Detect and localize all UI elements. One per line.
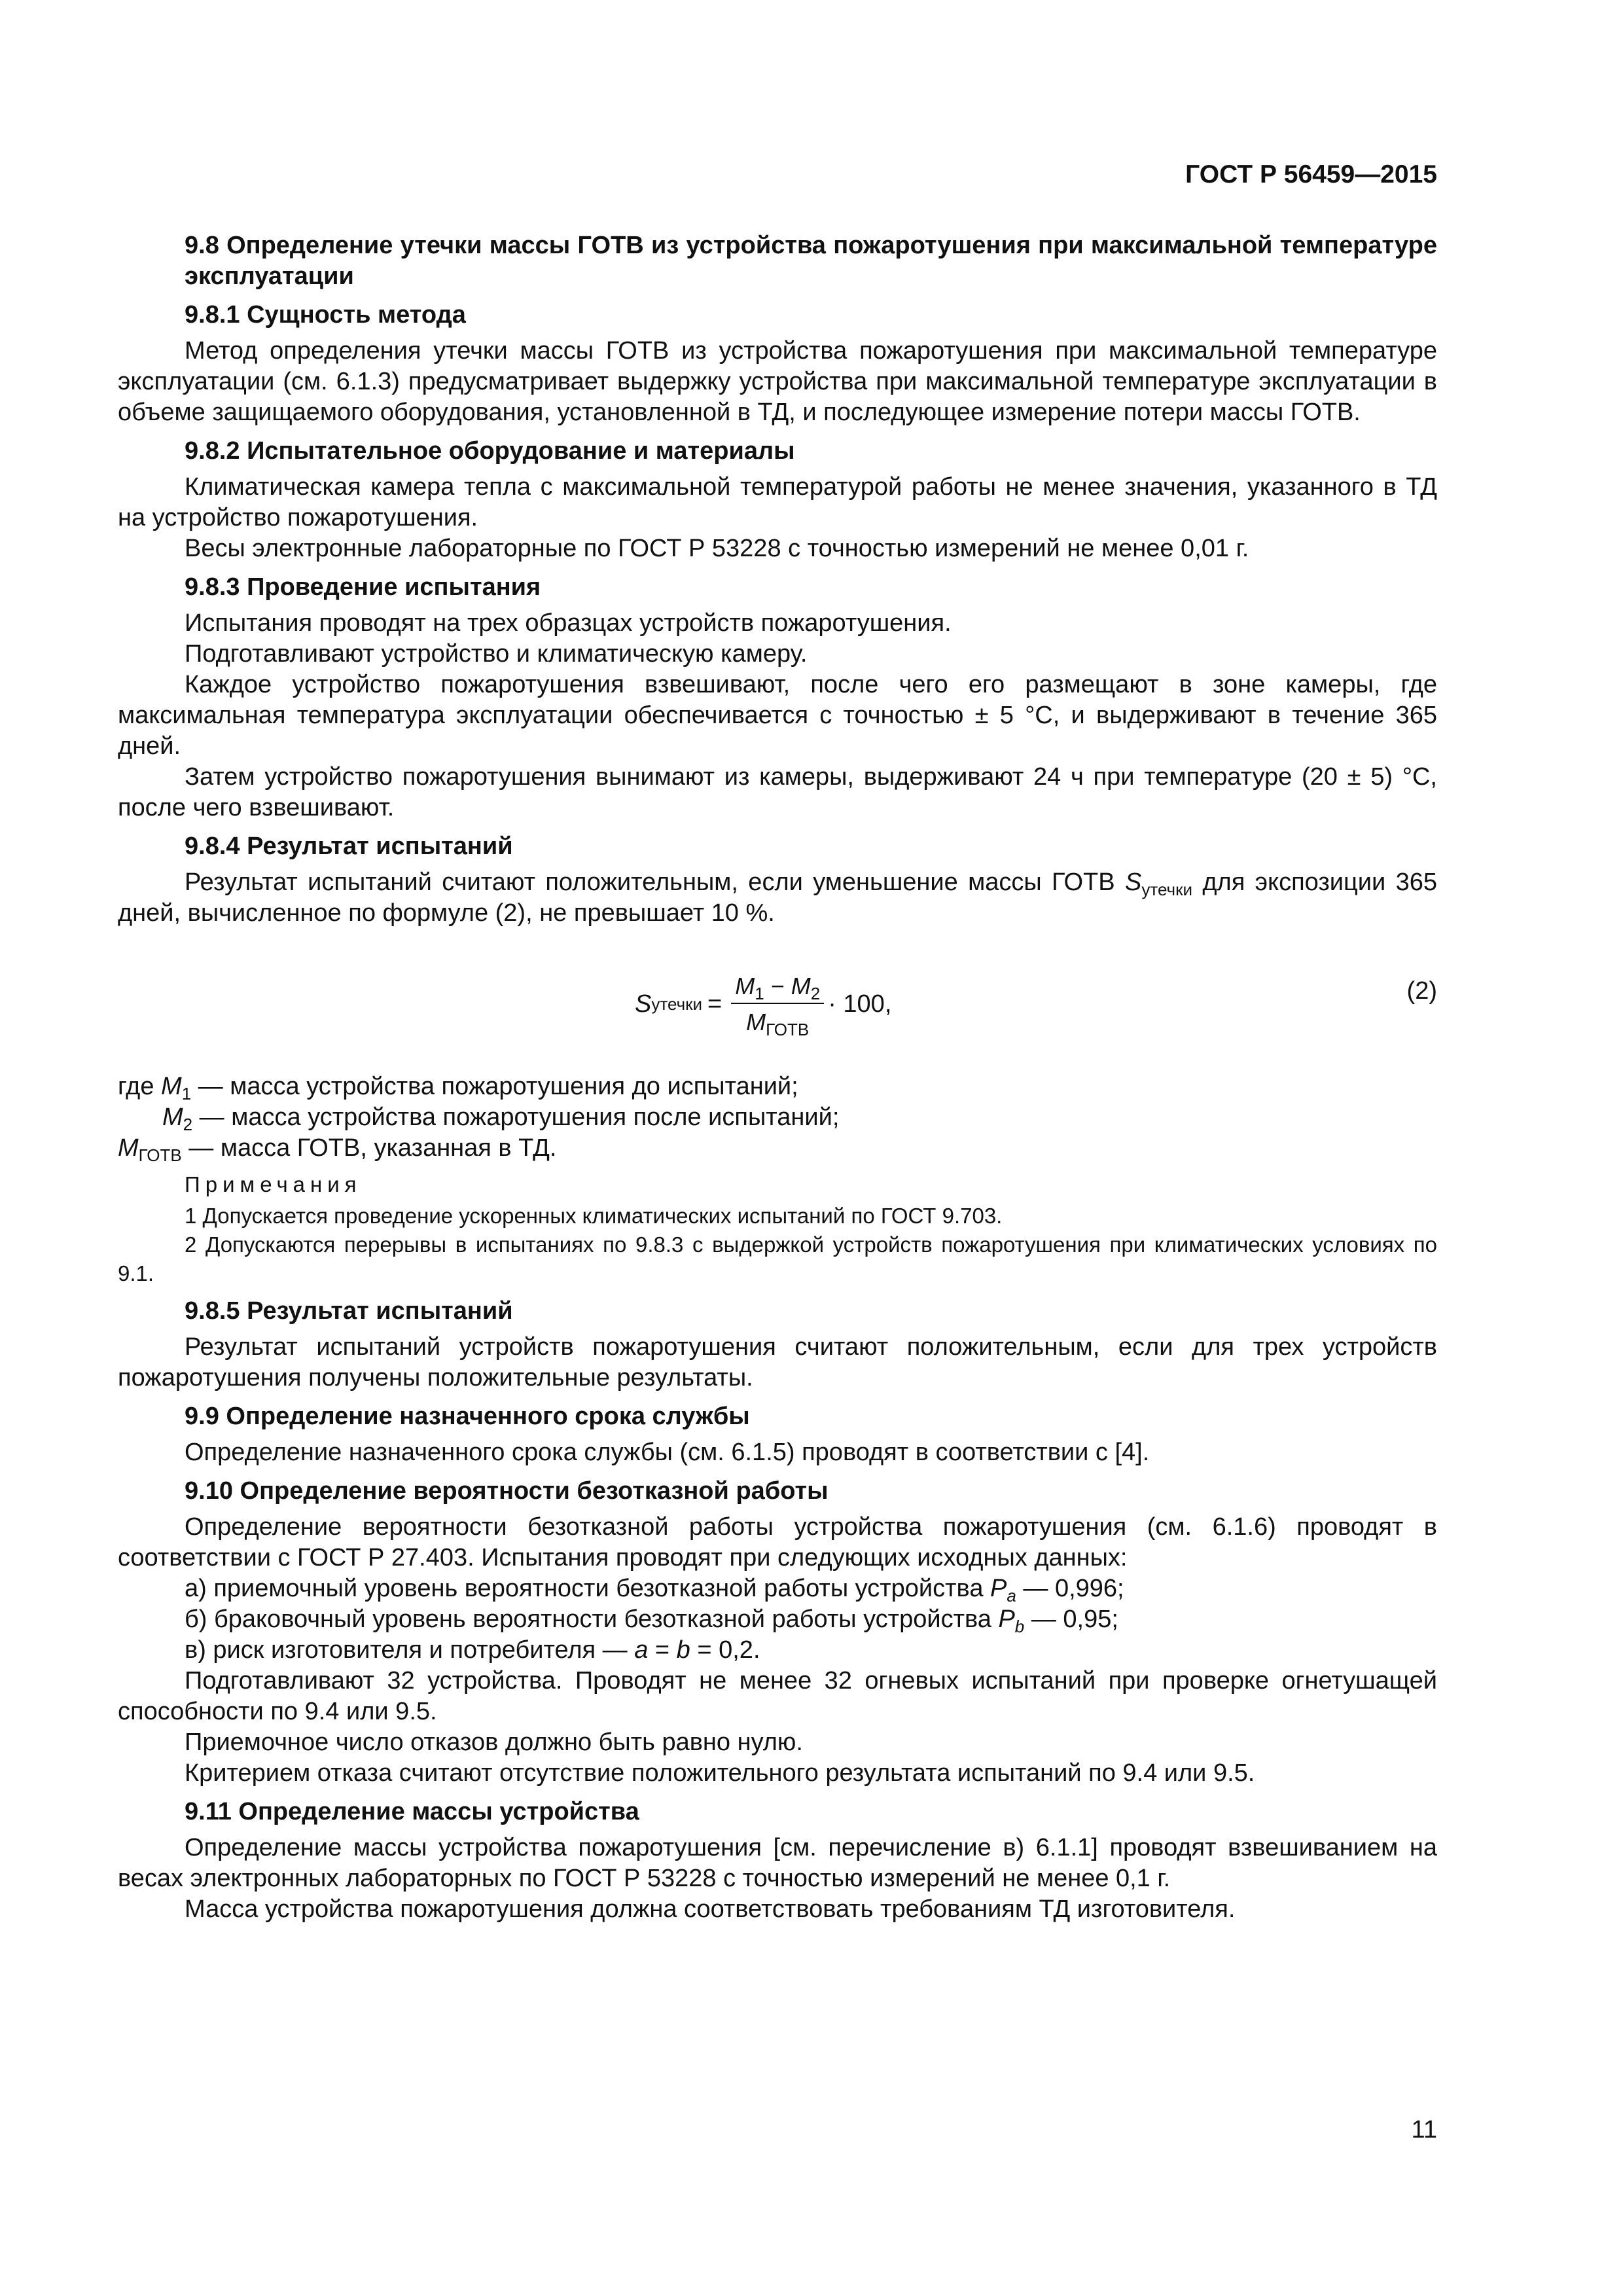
document-body bbox=[118, 230, 1437, 1925]
section-9-8-title: 9.8 Определение утечки массы ГОТВ из устройства пожаротушения при максимальной температуре эксплуатации bbox=[185, 232, 1437, 290]
section-9-10-title: 9.10 Определение вероятности безотказной работы bbox=[185, 1477, 829, 1505]
formula-expression: S утечки = $\frac{M_1 - M_2}{M_{ГОТВ}}$ · 100, bbox=[635, 955, 891, 1053]
section-9-8-3-title: 9.8.3 Проведение испытания bbox=[185, 573, 541, 601]
note-2: 2 Допускаются перерывы в испытаниях по 9.8.3 с выдержкой устройств пожаротушения при климатических условиях по 9.1. bbox=[118, 1232, 1437, 1285]
section-9-11-paragraph-2: Масса устройства пожаротушения должна соответствовать требованиям ТД изготовителя. bbox=[185, 1895, 1236, 1923]
section-9-11-title: 9.11 Определение массы устройства bbox=[185, 1798, 639, 1825]
section-9-10-paragraph-2: Подготавливают 32 устройства. Проводят не менее 32 огневых испытаний при проверке огнетушащей способности по 9.4 или 9.5. bbox=[118, 1667, 1437, 1725]
formula-number: (2) bbox=[1406, 977, 1437, 1005]
section-9-8-2-title: 9.8.2 Испытательное оборудование и материалы bbox=[185, 437, 795, 465]
document-header: ГОСТ Р 56459—2015 bbox=[1185, 160, 1437, 188]
section-9-8-3-paragraph-4: Затем устройство пожаротушения вынимают из камеры, выдерживают 24 ч при температуре (20 ± 5) °С, после чего взвешивают. bbox=[118, 763, 1437, 821]
where-m1: где $M_1$ — масса устройства пожаротушения до испытаний; bbox=[118, 1073, 798, 1103]
section-9-10-paragraph-3: Приемочное число отказов должно быть равно нулю. bbox=[185, 1729, 803, 1756]
section-9-8-5-title: 9.8.5 Результат испытаний bbox=[185, 1297, 513, 1325]
where-m2: $M_2$ — масса устройства пожаротушения после испытаний; bbox=[162, 1103, 840, 1134]
formula-2 bbox=[118, 955, 1437, 1053]
list-item-a: а) приемочный уровень вероятности безотказной работы устройства $P_a$ — 0,996; bbox=[185, 1575, 1124, 1605]
note-1: 1 Допускается проведение ускоренных климатических испытаний по ГОСТ 9.703. bbox=[185, 1204, 1003, 1228]
section-9-8-3-paragraph-3: Каждое устройство пожаротушения взвешивают, после чего его размещают в зоне камеры, где максимальная температура эксплуатации обеспечивается с точностью ± 5 °С, и выдерживают в течение 365 дней. bbox=[118, 671, 1437, 760]
section-9-8-4-title: 9.8.4 Результат испытаний bbox=[185, 833, 513, 860]
section-9-11-paragraph-1: Определение массы устройства пожаротушения [см. перечисление в) 6.1.1] проводят взвешиванием на весах электронных лабораторных по ГОСТ Р 53228 с точностью измерений не менее 0,1 г. bbox=[118, 1834, 1437, 1892]
section-9-8-5-paragraph: Результат испытаний устройств пожаротушения считают положительным, если для трех устройств пожаротушения получены положительные результаты. bbox=[118, 1333, 1437, 1391]
section-9-8-2-paragraph-2: Весы электронные лабораторные по ГОСТ Р 53228 с точностью измерений не менее 0,01 г. bbox=[185, 535, 1249, 562]
section-9-8-3-paragraph-1: Испытания проводят на трех образцах устройств пожаротушения. bbox=[185, 609, 952, 637]
where-mgotv: $M_{ГОТВ}$ — масса ГОТВ, указанная в ТД. bbox=[118, 1134, 557, 1165]
list-item-c: в) риск изготовителя и потребителя — a = b = 0,2. bbox=[185, 1636, 760, 1664]
formula-fraction: $\frac{M_1 - M_2}{M_{ГОТВ}}$ bbox=[731, 971, 824, 1037]
section-9-8-2-paragraph-1: Климатическая камера тепла с максимальной температурой работы не менее значения, указанного в ТД на устройство пожаротушения. bbox=[118, 473, 1437, 531]
notes-block bbox=[118, 1170, 1437, 1288]
list-item-b: б) браковочный уровень вероятности безотказной работы устройства $P_b$ — 0,95; bbox=[185, 1605, 1118, 1636]
section-9-9-paragraph: Определение назначенного срока службы (см. 6.1.5) проводят в соответствии с [4]. bbox=[185, 1439, 1150, 1466]
section-9-10-paragraph-4: Критерием отказа считают отсутствие положительного результата испытаний по 9.4 или 9.5. bbox=[185, 1759, 1255, 1787]
page-number: 11 bbox=[1411, 2116, 1437, 2144]
section-9-10-list bbox=[118, 1573, 1437, 1666]
section-9-9-title: 9.9 Определение назначенного срока службы bbox=[185, 1403, 750, 1430]
section-9-10-paragraph-1: Определение вероятности безотказной работы устройства пожаротушения (см. 6.1.6) проводят в соответствии с ГОСТ Р 27.403. Испытания проводят при следующих исходных данных: bbox=[118, 1513, 1437, 1571]
notes-title: Примечания bbox=[185, 1172, 362, 1196]
section-9-8-4-paragraph: Результат испытаний считают положительным, если уменьшение массы ГОТВ $S_{утечки}$ для экспозиции 365 дней, вычисленное по формуле (2), не превышает 10 %. bbox=[118, 869, 1437, 927]
section-9-8-1-title: 9.8.1 Сущность метода bbox=[185, 301, 466, 329]
section-9-8-1-paragraph: Метод определения утечки массы ГОТВ из устройства пожаротушения при максимальной температуре эксплуатации (см. 6.1.3) предусматривает выдержку устройства при максимальной температуре эксплуатации в объеме защищаемого оборудования, установленной в ТД, и последующее измерение потери массы ГОТВ. bbox=[118, 337, 1437, 426]
section-9-8-3-paragraph-2: Подготавливают устройство и климатическую камеру. bbox=[185, 640, 808, 668]
